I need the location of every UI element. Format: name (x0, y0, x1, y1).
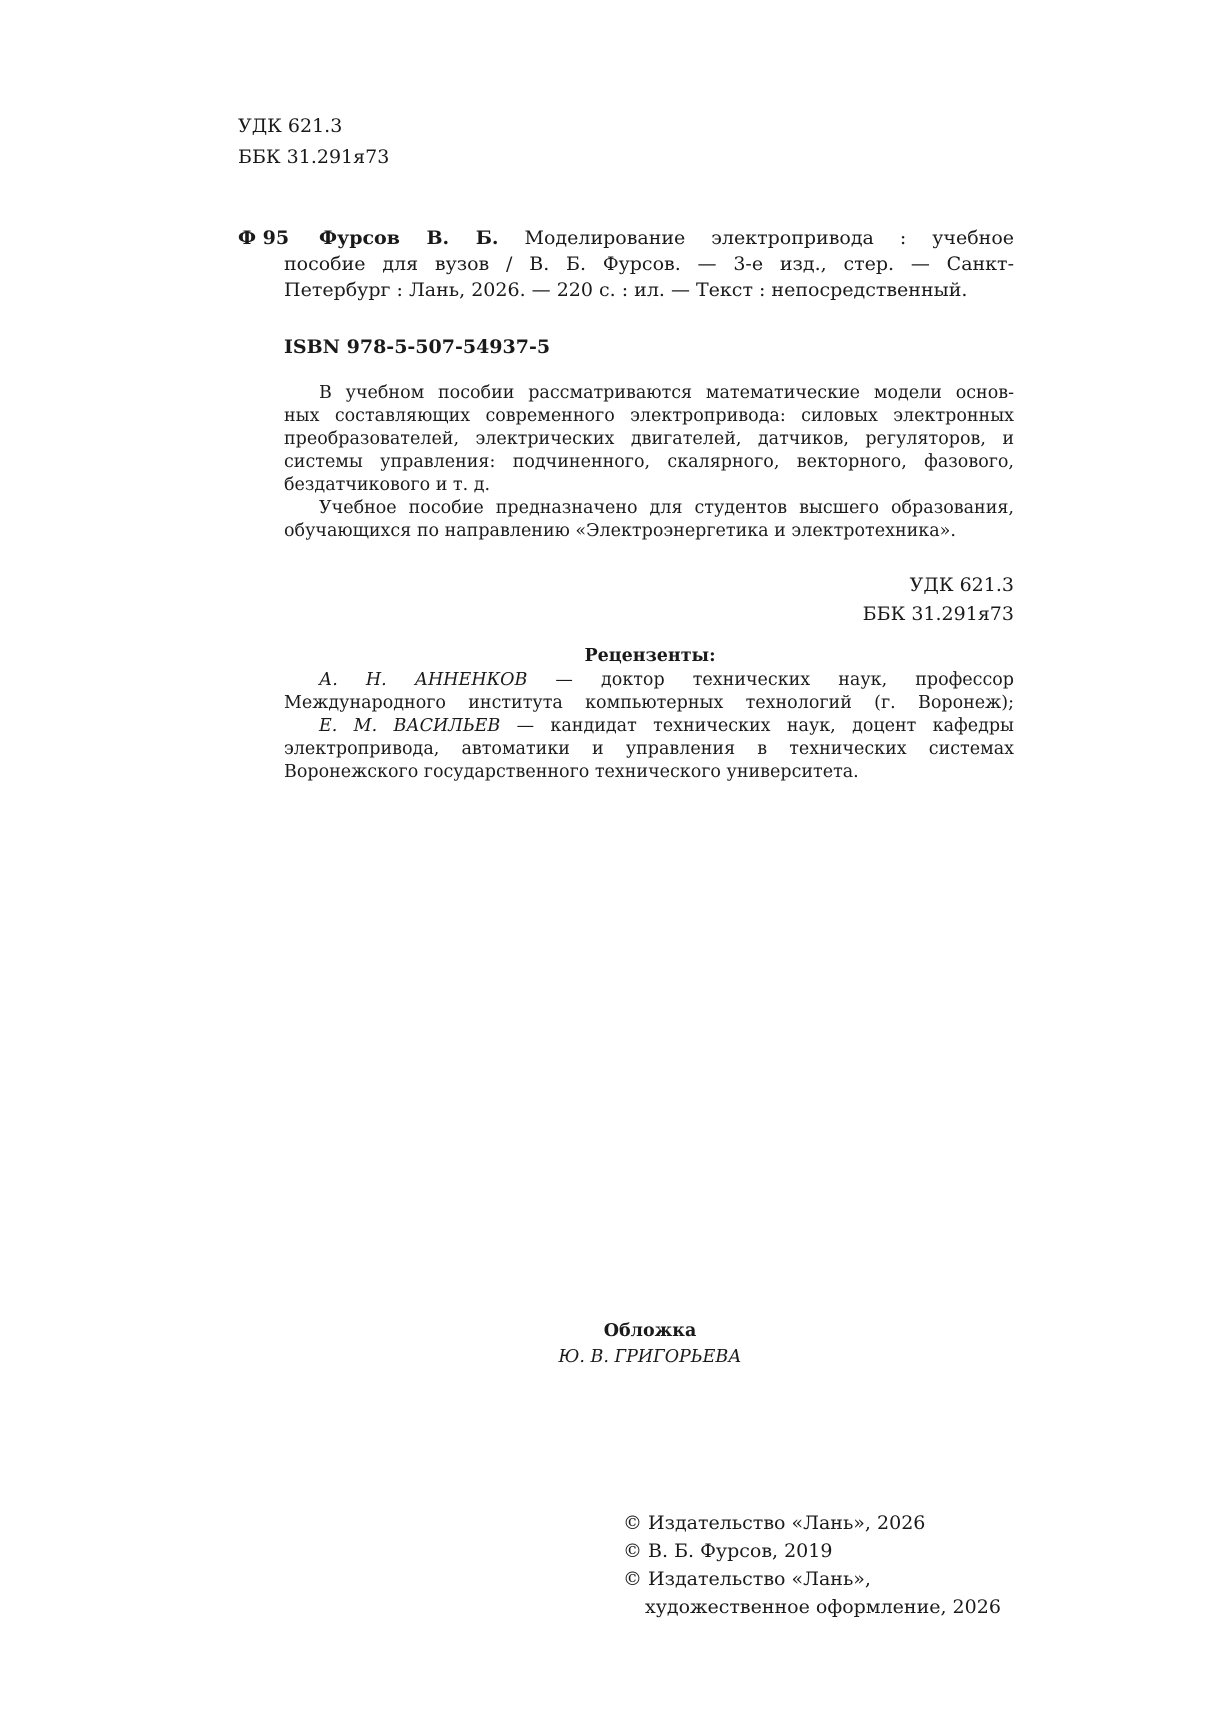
abstract-line: обучающихся по направлению «Электроэнергетика и электротехника». (284, 521, 956, 541)
abstract-line: ных составляющих современного электропривода: силовых электронных (284, 406, 1014, 426)
entry-line-1 (319, 225, 1014, 251)
reviewer-1-line-1: А. Н. АННЕНКОВ — доктор технических наук, профессор (319, 670, 1015, 690)
reviewers-title: Рецензенты: (584, 646, 716, 666)
reviewer-2-line-2: электропривода, автоматики и управления в технических системах (284, 739, 1014, 759)
copyright-line: © Издательство «Лань», 2026 (623, 1512, 926, 1534)
bbk-code: ББК 31.291я73 (238, 146, 390, 168)
cover-title: Обложка (603, 1321, 697, 1341)
cover-designer: Ю. В. ГРИГОРЬЕВА (558, 1347, 742, 1367)
udk-code: УДК 621.3 (238, 115, 343, 137)
abstract-line: системы управления: подчиненного, скалярного, векторного, фазового, (284, 452, 1014, 472)
copyright-line: © Издательство «Лань», (623, 1568, 871, 1590)
reviewer-1-line-2: Международного института компьютерных технологий (г. Воронеж); (284, 693, 1014, 713)
copyright-line: художественное оформление, 2026 (645, 1596, 1001, 1618)
author-mark: Ф 95 (238, 227, 290, 249)
reviewers-list (284, 669, 1014, 784)
abstract-line: В учебном пособии рассматриваются математические модели основ- (319, 383, 1014, 403)
isbn: ISBN 978-5-507-54937-5 (284, 336, 551, 358)
reviewer-2-line-3: Воронежского государственного технического университета. (284, 762, 859, 782)
entry-line-3: Петербург : Лань, 2026. — 220 с. : ил. — Текст : непосредственный. (284, 279, 968, 301)
reviewer-1-name: А. Н. АННЕНКОВ (319, 670, 528, 690)
bibliographic-entry (284, 225, 1014, 301)
udk-code-right: УДК 621.3 (909, 574, 1014, 596)
reviewer-2-line-1: Е. М. ВАСИЛЬЕВ — кандидат технических наук, доцент кафедры (319, 716, 1014, 736)
abstract-line: Учебное пособие предназначено для студентов высшего образования, (319, 498, 1014, 518)
entry-line-2: пособие для вузов / В. Б. Фурсов. — 3-е изд., стер. — Санкт- (284, 253, 1014, 275)
abstract-line: преобразователей, электрических двигателей, датчиков, регуляторов, и (284, 429, 1014, 449)
entry-title: Моделирование электропривода : учебное (524, 227, 1014, 249)
reviewer-2-name: Е. М. ВАСИЛЬЕВ (319, 716, 501, 736)
abstract (284, 382, 1014, 543)
copyright-block (623, 1509, 1001, 1621)
bbk-code-right: ББК 31.291я73 (862, 603, 1014, 625)
entry-author: Фурсов В. Б. (319, 227, 499, 249)
copyright-line: © В. Б. Фурсов, 2019 (623, 1540, 833, 1562)
abstract-line: бездатчикового и т. д. (284, 475, 491, 495)
